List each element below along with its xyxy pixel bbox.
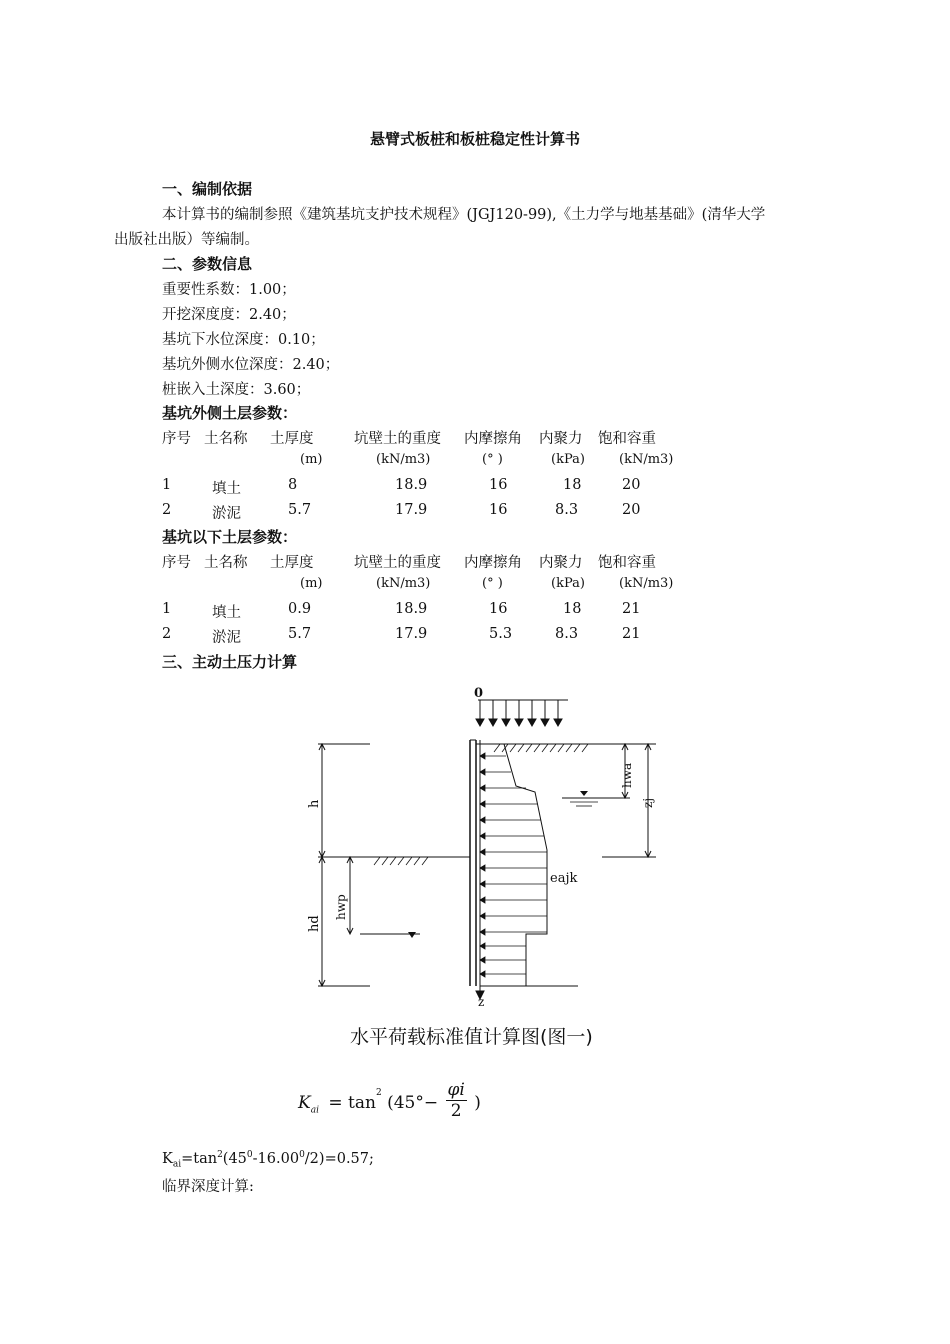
ka-result: [162, 1150, 374, 1170]
cell-index: 1: [162, 477, 172, 493]
cell-saturated: 21: [622, 626, 641, 642]
label-h: h: [307, 799, 322, 808]
cell-friction: 16: [489, 601, 508, 617]
cell-cohesion: 8.3: [555, 502, 579, 518]
unit-thickness: (m): [300, 576, 323, 591]
section-1-text-line2: 出版社出版）等编制。: [114, 232, 259, 248]
formula-numerator: φi: [447, 1080, 465, 1100]
formula-fraction: [446, 1080, 467, 1121]
formula-lhs-sub: ai: [310, 1105, 319, 1116]
label-eajk: eajk: [550, 871, 578, 886]
inner-soil-title: 基坑以下土层参数：: [162, 528, 298, 546]
unit-thickness: (m): [300, 452, 323, 467]
ka-result-sup3: 0: [299, 1150, 305, 1160]
section-1-heading: 一、编制依据: [162, 180, 253, 198]
cell-thickness: 5.7: [288, 502, 312, 518]
cell-name: 填土: [212, 481, 241, 497]
section-3-heading: 三、主动土压力计算: [162, 653, 298, 671]
cell-cohesion: 18: [563, 601, 582, 617]
ka-result-45: (45: [222, 1150, 247, 1167]
ka-result-phi: -16.00: [252, 1150, 300, 1167]
unit-friction: (° ): [482, 452, 503, 467]
cell-name: 淤泥: [212, 506, 241, 522]
label-hd: hd: [307, 915, 322, 932]
section-1-text-line1: 本计算书的编制参照《建筑基坑支护技术规程》(JGJ120-99),《土力学与地基基础》(清华大学: [162, 207, 766, 223]
formula-sup: 2: [375, 1088, 382, 1099]
formula-lhs: K: [298, 1093, 311, 1113]
cell-unit-weight: 18.9: [395, 601, 428, 617]
col-header-friction: 内摩擦角: [464, 431, 522, 447]
col-header-cohesion: 内聚力: [539, 431, 583, 447]
col-header-name: 土名称: [204, 431, 248, 447]
ka-result-tan: =tan: [181, 1150, 218, 1167]
col-header-name: 土名称: [204, 555, 248, 571]
cell-thickness: 0.9: [288, 601, 312, 617]
ka-formula: [298, 1080, 481, 1121]
label-q: 0: [474, 686, 484, 701]
section-2-heading: 二、参数信息: [162, 255, 253, 273]
param-inner-water-depth: 基坑下水位深度：0.10；: [162, 332, 325, 348]
cell-saturated: 20: [622, 477, 641, 493]
cell-saturated: 20: [622, 502, 641, 518]
ka-result-sup2: 0: [246, 1150, 253, 1160]
formula-paren-close: ): [474, 1093, 481, 1113]
cell-friction: 16: [489, 502, 508, 518]
param-embed-depth: 桩嵌入土深度：3.60；: [162, 382, 311, 398]
cell-saturated: 21: [622, 601, 641, 617]
figure-caption: 水平荷载标准值计算图(图一): [350, 1026, 593, 1048]
col-header-unit-weight: 坑壁土的重度: [354, 431, 441, 447]
col-header-index: 序号: [162, 431, 191, 447]
ka-result-sup1: 2: [217, 1150, 223, 1160]
param-excavation-depth: 开挖深度度：2.40；: [162, 307, 296, 323]
formula-eq: = tan: [328, 1093, 376, 1113]
cell-unit-weight: 17.9: [395, 502, 428, 518]
formula-paren-open: (45°−: [387, 1093, 439, 1113]
cell-thickness: 5.7: [288, 626, 312, 642]
cell-friction: 5.3: [489, 626, 513, 642]
cell-unit-weight: 18.9: [395, 477, 428, 493]
col-header-unit-weight: 坑壁土的重度: [354, 555, 441, 571]
cell-unit-weight: 17.9: [395, 626, 428, 642]
unit-friction: (° ): [482, 576, 503, 591]
load-diagram: [300, 680, 660, 1015]
param-importance: 重要性系数：1.00；: [162, 282, 296, 298]
param-outer-water-depth: 基坑外侧水位深度：2.40；: [162, 357, 340, 373]
cell-name: 淤泥: [212, 630, 241, 646]
pressure-arrows: [480, 753, 547, 977]
col-header-thickness: 土厚度: [270, 431, 314, 447]
cell-cohesion: 18: [563, 477, 582, 493]
col-header-cohesion: 内聚力: [539, 555, 583, 571]
ground-hatch-right: [494, 744, 588, 752]
unit-cohesion: (kPa): [551, 452, 585, 467]
surcharge-arrows: [476, 700, 568, 726]
unit-saturated: (kN/m3): [619, 576, 674, 591]
ka-result-end: /2)=0.57;: [304, 1150, 374, 1167]
ground-hatch-left: [374, 857, 428, 865]
cell-name: 填土: [212, 605, 241, 621]
label-hwp: hwp: [334, 894, 348, 920]
page-title: 悬臂式板桩和板桩稳定性计算书: [369, 130, 580, 148]
col-header-index: 序号: [162, 555, 191, 571]
unit-cohesion: (kPa): [551, 576, 585, 591]
col-header-friction: 内摩擦角: [464, 555, 522, 571]
col-header-saturated: 饱和容重: [598, 431, 656, 447]
outer-soil-title: 基坑外侧土层参数：: [162, 404, 298, 422]
cell-index: 1: [162, 601, 172, 617]
unit-saturated: (kN/m3): [619, 452, 674, 467]
ka-result-sub: ai: [172, 1159, 182, 1170]
critical-depth-heading: 临界深度计算:: [162, 1179, 254, 1195]
cell-cohesion: 8.3: [555, 626, 579, 642]
unit-unit-weight: (kN/m3): [376, 576, 431, 591]
ka-result-k: K: [162, 1150, 173, 1167]
cell-index: 2: [162, 502, 172, 518]
label-hwa: hwa: [620, 762, 634, 788]
label-z: z: [478, 995, 485, 1009]
label-zj: zj: [641, 797, 655, 808]
cell-friction: 16: [489, 477, 508, 493]
col-header-thickness: 土厚度: [270, 555, 314, 571]
cell-index: 2: [162, 626, 172, 642]
formula-denominator: 2: [450, 1101, 462, 1121]
cell-thickness: 8: [288, 477, 298, 493]
unit-unit-weight: (kN/m3): [376, 452, 431, 467]
col-header-saturated: 饱和容重: [598, 555, 656, 571]
